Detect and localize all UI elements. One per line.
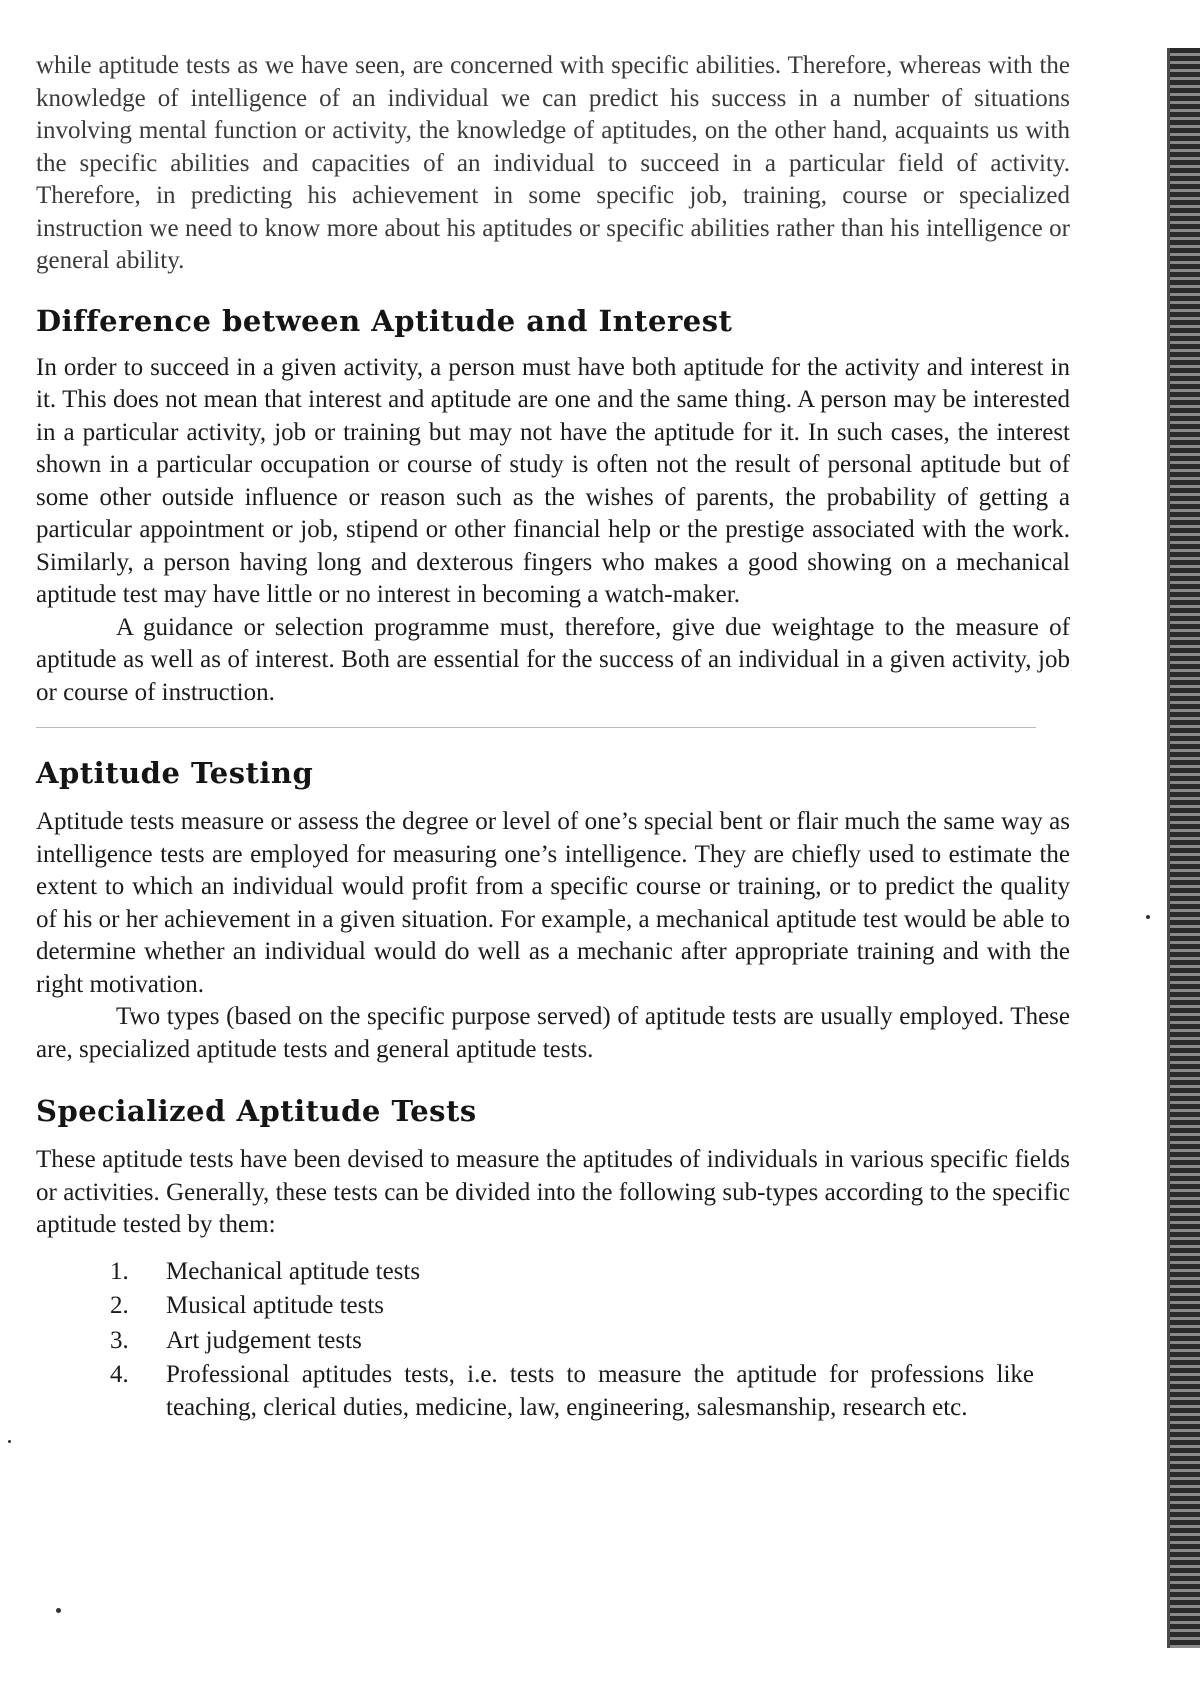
intro-paragraph: while aptitude tests as we have seen, are concerned with specific abilities. Therefore, whereas with the knowledge of intelligence of an individual we can predict his success in a number of situations involving mental function or activity, the knowledge of aptitudes, on the other hand, acquaints us with the specific abilities and capacities of an individual to succeed in a particular field of activity. Therefore, in predicting his achievement in some specific job, training, course or specialized instruction we need to know more about his aptitudes or specific abilities rather than his intelligence or general ability. bbox=[36, 52, 1070, 274]
binding-shadow bbox=[1167, 48, 1170, 1648]
list-item-number: 1. bbox=[110, 1257, 129, 1285]
specialized-tests-list bbox=[36, 1256, 1070, 1425]
list-item-number: 3. bbox=[110, 1326, 129, 1354]
list-item-text: Musical aptitude tests bbox=[166, 1292, 385, 1319]
list-item-text: Art judgement tests bbox=[166, 1326, 362, 1354]
difference-paragraph-1: In order to succeed in a given activity, a person must have both aptitude for the activity and interest in it. This does not mean that interest and aptitude are one and the same thing. A person may be interested in a particular activity, job or training but may not have the aptitude for it. In such cases, the interest shown in a particular occupation or course of study is often not the result of personal aptitude but of some other outside influence or reason such as the wishes of parents, the probability of getting a particular appointment or job, stipend or other financial help or the prestige associated with the work. Similarly, a person having long and dexterous fingers who makes a good showing on a mechanical aptitude test may have little or no interest in becoming a watch-maker. bbox=[36, 353, 1070, 608]
testing-paragraph-1: Aptitude tests measure or assess the degree or level of one’s special bent or flair much the same way as intelligence tests are employed for measuring one’s intelligence. They are chiefly used to estimate the extent to which an individual would profit from a specific course or training, or to predict the quality of his or her achievement in a given situation. For example, a mechanical aptitude test would be able to determine whether an individual would do well as a mechanic after appropriate training and with the right motivation. bbox=[36, 808, 1070, 998]
heading-difference-aptitude-interest: Difference between Aptitude and Interest bbox=[36, 303, 733, 338]
section-divider bbox=[36, 727, 1036, 728]
list-item-number: 2. bbox=[110, 1292, 129, 1319]
scan-speck bbox=[1146, 915, 1150, 919]
testing-paragraph-2: Two types (based on the specific purpose served) of aptitude tests are usually employed. These are, specialized aptitude tests and general aptitude tests. bbox=[36, 1003, 1070, 1063]
scan-speck bbox=[8, 1440, 11, 1443]
list-item-text: Mechanical aptitude tests bbox=[166, 1257, 421, 1285]
list-item-number: 4. bbox=[110, 1361, 129, 1388]
list-item bbox=[110, 1290, 1070, 1323]
list-item bbox=[110, 1256, 1070, 1289]
list-item-text: Professional aptitudes tests, i.e. tests to measure the aptitude for professions like teaching, clerical duties, medicine, law, engineering, salesmanship, research etc. bbox=[166, 1361, 1034, 1421]
list-item bbox=[110, 1325, 1070, 1358]
heading-aptitude-testing: Aptitude Testing bbox=[36, 756, 314, 790]
difference-paragraph-2: A guidance or selection programme must, therefore, give due weightage to the measure of aptitude as well as of interest. Both are essential for the success of an individual in a given activity, job or course of instruction. bbox=[36, 613, 1070, 706]
specialized-paragraph: These aptitude tests have been devised to measure the aptitudes of individuals in various specific fields or activities. Generally, these tests can be divided into the following sub-types according to the specific aptitude tested by them: bbox=[36, 1146, 1070, 1238]
list-item bbox=[110, 1359, 1070, 1424]
book-binding-edge bbox=[1170, 48, 1200, 1648]
page-content bbox=[36, 50, 1070, 1426]
scan-speck bbox=[56, 1608, 61, 1613]
heading-specialized-aptitude-tests: Specialized Aptitude Tests bbox=[36, 1094, 477, 1128]
